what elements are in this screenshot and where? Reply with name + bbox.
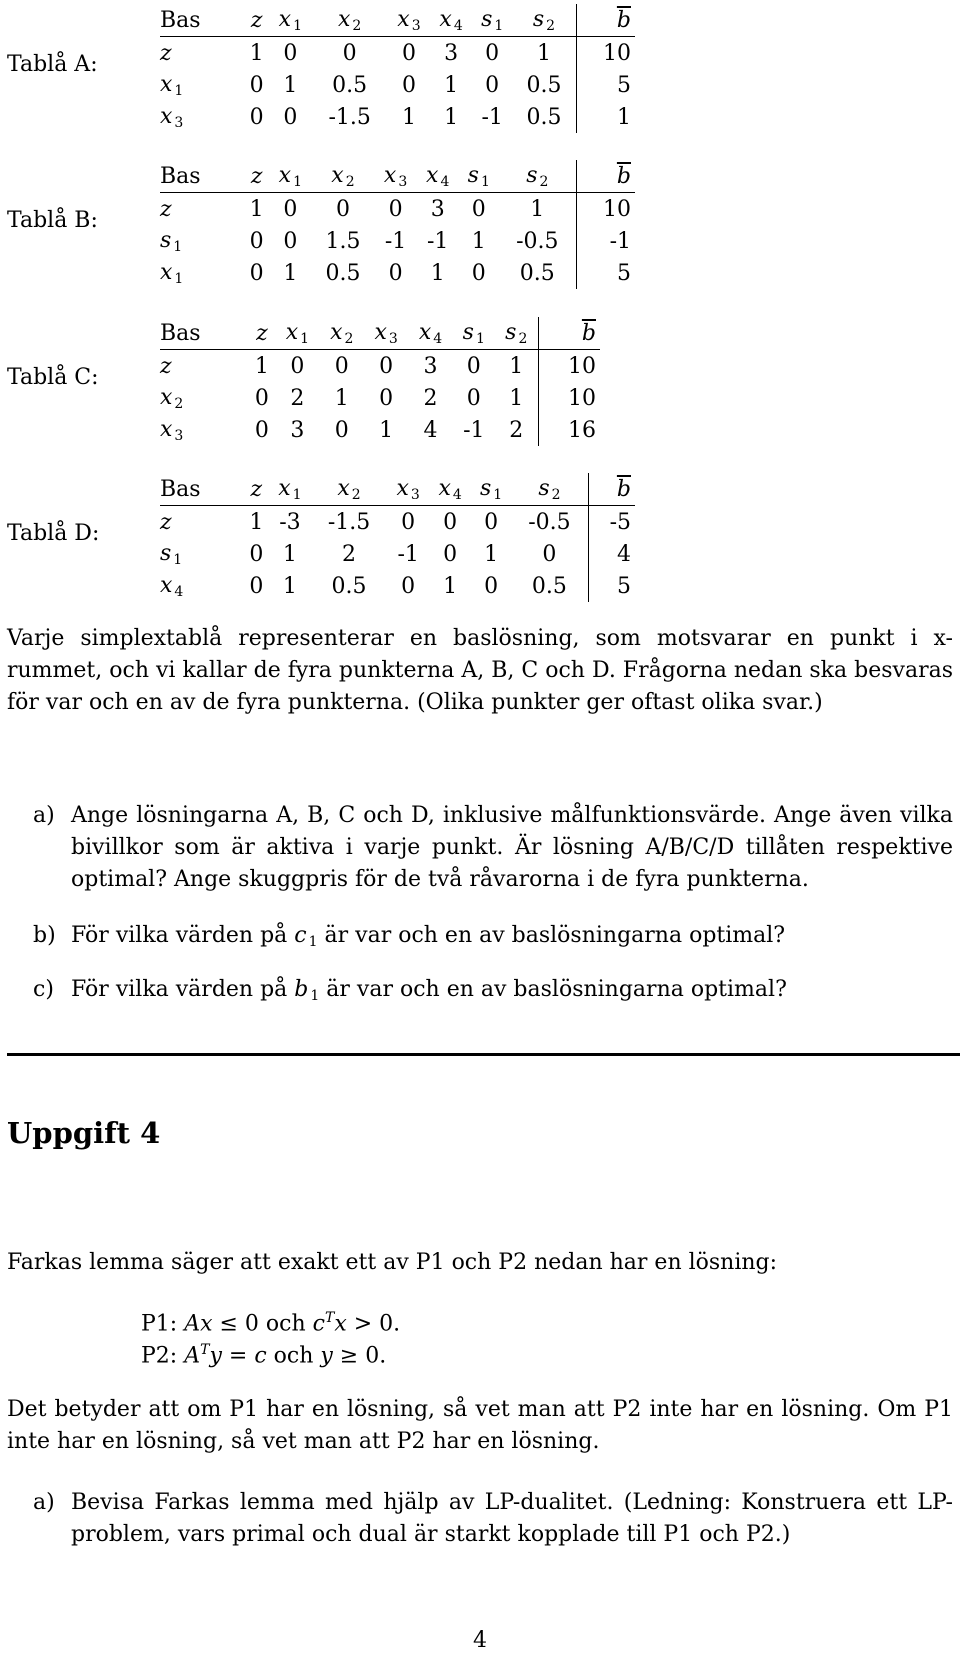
- value-cell: -1: [426, 228, 449, 254]
- header-cell: s $_2$: [499, 160, 576, 193]
- basis-cell: z: [160, 40, 172, 66]
- header-cell: $\overline{b}$: [576, 4, 635, 37]
- statement-p2: P2: $A^Ty = c$ och y ≥ 0.: [141, 1342, 387, 1369]
- value-cell: 1: [249, 40, 264, 66]
- value-cell: 1: [444, 72, 459, 98]
- basis-cell: s $_1$: [160, 540, 183, 568]
- value-cell: 0: [443, 509, 458, 535]
- header-cell: Bas: [160, 4, 244, 37]
- value-cell: 1: [249, 196, 264, 222]
- tableau-header-row: [160, 160, 635, 193]
- tableau-table: [160, 160, 635, 289]
- value-cell: 0: [334, 353, 349, 379]
- question-text: För vilka värden på c $_1$ är var och en av baslösningarna optimal?: [71, 923, 786, 950]
- value-cell: 0: [334, 417, 349, 443]
- header-cell: x $_3$: [388, 4, 430, 37]
- tableau-row: [160, 570, 635, 602]
- value-cell: -1.5: [327, 509, 371, 535]
- value-cell: 0: [542, 541, 557, 567]
- basis-cell: x $_3$: [160, 103, 184, 131]
- header-cell: z: [244, 473, 269, 506]
- header-cell: x $_1$: [269, 473, 311, 506]
- tableau-row: [160, 538, 635, 570]
- value-cell: 0: [401, 40, 416, 66]
- question-a: [33, 800, 953, 896]
- value-cell: 0: [379, 385, 394, 411]
- basis-cell: x $_1$: [160, 259, 184, 287]
- value-cell: 0: [471, 196, 486, 222]
- header-cell: x $_1$: [269, 4, 311, 37]
- tableau-row: [160, 37, 635, 70]
- header-cell: x $_3$: [375, 160, 417, 193]
- value-cell: 1.5: [325, 228, 361, 254]
- header-cell: s $_1$: [453, 317, 495, 350]
- basis-cell: x $_3$: [160, 416, 184, 444]
- value-cell: 0: [388, 260, 403, 286]
- value-cell: 1: [254, 353, 269, 379]
- header-cell: x $_4$: [430, 4, 472, 37]
- value-cell: -3: [279, 509, 301, 535]
- header-cell: Bas: [160, 317, 249, 350]
- value-cell: 1: [471, 228, 486, 254]
- value-cell: 3: [423, 353, 438, 379]
- value-cell: 3: [290, 417, 305, 443]
- value-cell: 0: [283, 228, 298, 254]
- value-cell: 1: [249, 509, 264, 535]
- value-cell: 0: [388, 196, 403, 222]
- question-b: [33, 920, 953, 958]
- value-cell: 0: [249, 260, 264, 286]
- rhs-cell: 5: [576, 69, 635, 101]
- value-cell: 1: [283, 260, 298, 286]
- value-cell: 0: [254, 385, 269, 411]
- tableau-name: Tablå B:: [7, 208, 98, 233]
- header-cell: x $_3$: [364, 317, 408, 350]
- header-cell: z: [244, 4, 269, 37]
- tableau-row: [160, 69, 635, 101]
- value-cell: 1: [530, 196, 545, 222]
- value-cell: 2: [509, 417, 524, 443]
- task-label: a): [33, 1490, 55, 1515]
- header-cell: x $_4$: [417, 160, 459, 193]
- value-cell: 0: [485, 72, 500, 98]
- tableau-table: [160, 317, 600, 446]
- value-cell: 0: [466, 385, 481, 411]
- value-cell: 0: [283, 104, 298, 130]
- value-cell: 0: [335, 196, 350, 222]
- rhs-cell: 10: [538, 350, 600, 383]
- value-cell: 2: [423, 385, 438, 411]
- tableau-table: [160, 473, 635, 602]
- rhs-cell: -5: [588, 506, 635, 539]
- value-cell: 0: [342, 40, 357, 66]
- basis-cell: z: [160, 353, 172, 379]
- header-cell: s $_2$: [511, 473, 588, 506]
- header-cell: x $_2$: [311, 473, 387, 506]
- value-cell: 1: [379, 417, 394, 443]
- value-cell: 3: [444, 40, 459, 66]
- question-label: a): [33, 803, 55, 828]
- question-c: [33, 974, 953, 1012]
- basis-cell: z: [160, 196, 172, 222]
- tableau-row: [160, 193, 635, 226]
- value-cell: 2: [290, 385, 305, 411]
- question-label: c): [33, 977, 54, 1002]
- rhs-cell: 10: [576, 37, 635, 70]
- header-cell: x $_4$: [429, 473, 471, 506]
- value-cell: 1: [283, 72, 298, 98]
- basis-cell: x $_1$: [160, 71, 184, 99]
- section-divider: [7, 1053, 960, 1056]
- value-cell: 0.5: [332, 72, 368, 98]
- rhs-cell: 1: [576, 101, 635, 133]
- tableau-row: [160, 225, 635, 257]
- header-cell: x $_4$: [408, 317, 452, 350]
- value-cell: -0.5: [528, 509, 571, 535]
- value-cell: 0: [485, 40, 500, 66]
- value-cell: 0: [484, 509, 499, 535]
- value-cell: 0: [283, 40, 298, 66]
- tableau-row: [160, 257, 635, 289]
- value-cell: 0.5: [519, 260, 555, 286]
- header-cell: s $_1$: [459, 160, 499, 193]
- value-cell: -1.5: [328, 104, 371, 130]
- tableau-row: [160, 101, 635, 133]
- tableau-name: Tablå C:: [7, 365, 99, 390]
- value-cell: 0.5: [331, 573, 367, 599]
- value-cell: 1: [443, 573, 458, 599]
- header-cell: $\overline{b}$: [576, 160, 635, 193]
- value-cell: 0: [401, 573, 416, 599]
- intro-paragraph: Varje simplextablå representerar en baslösning, som motsvarar en punkt i x-rummet, och vi kallar de fyra punkterna A, B, C och D. Frågorna nedan ska besvaras för var och en av de fyra punkterna. (Olika punkter ger oftast olika svar.): [7, 626, 953, 715]
- basis-cell: x $_2$: [160, 384, 184, 412]
- value-cell: 0: [401, 72, 416, 98]
- value-cell: 1: [484, 541, 499, 567]
- header-cell: x $_1$: [269, 160, 311, 193]
- rhs-cell: 5: [576, 257, 635, 289]
- task-text: Bevisa Farkas lemma med hjälp av LP-dualitet. (Ledning: Konstruera ett LP-problem, vars primal och dual är starkt kopplade till P1 och P2.): [71, 1490, 953, 1547]
- value-cell: 0.5: [325, 260, 361, 286]
- value-cell: 3: [430, 196, 445, 222]
- tableau-header-row: [160, 473, 635, 506]
- basis-cell: z: [160, 509, 172, 535]
- value-cell: 0: [249, 541, 264, 567]
- rhs-cell: 10: [538, 382, 600, 414]
- basis-cell: s $_1$: [160, 227, 183, 255]
- value-cell: 0: [471, 260, 486, 286]
- section-explanation: Det betyder att om P1 har en lösning, så vet man att P2 inte har en lösning. Om P1 inte har en lösning, så vet man att P2 har en lösning.: [7, 1397, 953, 1454]
- tableau-row: [160, 506, 635, 539]
- rhs-cell: 10: [576, 193, 635, 226]
- value-cell: 0.5: [526, 72, 562, 98]
- header-cell: $\overline{b}$: [588, 473, 635, 506]
- value-cell: 0: [249, 104, 264, 130]
- value-cell: 1: [334, 385, 349, 411]
- rhs-cell: -1: [576, 225, 635, 257]
- value-cell: 0.5: [526, 104, 562, 130]
- header-cell: x $_2$: [311, 160, 374, 193]
- value-cell: -1: [384, 228, 407, 254]
- value-cell: 0: [283, 196, 298, 222]
- value-cell: 0: [401, 509, 416, 535]
- value-cell: 0.5: [531, 573, 567, 599]
- tableau-header-row: [160, 317, 600, 350]
- value-cell: 1: [282, 573, 297, 599]
- question-text: Ange lösningarna A, B, C och D, inklusive målfunktionsvärde. Ange även vilka bivillkor som är aktiva i varje punkt. Är lösning A/B/C/D tillåten respektive optimal? Ange skuggpris för de två råvarorna i de fyra punkterna.: [71, 803, 953, 892]
- header-cell: Bas: [160, 473, 244, 506]
- value-cell: 0: [290, 353, 305, 379]
- header-cell: s $_1$: [471, 473, 511, 506]
- value-cell: 0: [379, 353, 394, 379]
- value-cell: 1: [444, 104, 459, 130]
- value-cell: -0.5: [516, 228, 559, 254]
- value-cell: 1: [430, 260, 445, 286]
- rhs-cell: 5: [588, 570, 635, 602]
- section-heading: Uppgift 4: [7, 1116, 161, 1150]
- tableau-name: Tablå D:: [7, 521, 100, 546]
- tableau-row: [160, 382, 600, 414]
- value-cell: 0: [484, 573, 499, 599]
- tableau-row: [160, 350, 600, 383]
- section-lead: Farkas lemma säger att exakt ett av P1 och P2 nedan har en lösning:: [7, 1250, 778, 1275]
- header-cell: s $_2$: [495, 317, 538, 350]
- value-cell: 0: [254, 417, 269, 443]
- value-cell: 0: [249, 573, 264, 599]
- question-text: För vilka värden på b $_1$ är var och en av baslösningarna optimal?: [71, 977, 787, 1004]
- value-cell: -1: [481, 104, 503, 130]
- header-cell: x $_2$: [311, 4, 388, 37]
- value-cell: 2: [342, 541, 357, 567]
- value-cell: 0: [249, 228, 264, 254]
- header-cell: z: [244, 160, 269, 193]
- header-cell: x $_1$: [275, 317, 319, 350]
- header-cell: Bas: [160, 160, 244, 193]
- value-cell: 0: [443, 541, 458, 567]
- header-cell: $\overline{b}$: [538, 317, 600, 350]
- value-cell: 1: [401, 104, 416, 130]
- value-cell: 0: [249, 72, 264, 98]
- tableau-row: [160, 414, 600, 446]
- header-cell: z: [249, 317, 276, 350]
- value-cell: 1: [509, 385, 524, 411]
- value-cell: 4: [423, 417, 438, 443]
- value-cell: 0: [466, 353, 481, 379]
- rhs-cell: 4: [588, 538, 635, 570]
- value-cell: 1: [282, 541, 297, 567]
- header-cell: x $_2$: [320, 317, 364, 350]
- question-label: b): [33, 923, 56, 948]
- header-cell: x $_3$: [387, 473, 429, 506]
- header-cell: s $_1$: [472, 4, 512, 37]
- tableau-header-row: [160, 4, 635, 37]
- header-cell: s $_2$: [512, 4, 576, 37]
- statement-p1: P1: Ax ≤ 0 och $c^Tx > 0$.: [141, 1310, 401, 1337]
- value-cell: -1: [463, 417, 485, 443]
- value-cell: -1: [397, 541, 419, 567]
- value-cell: 1: [509, 353, 524, 379]
- rhs-cell: 16: [538, 414, 600, 446]
- tableau-table: [160, 4, 635, 133]
- tableau-name: Tablå A:: [7, 52, 98, 77]
- value-cell: 1: [536, 40, 551, 66]
- task-a: [33, 1487, 953, 1551]
- page-number: 4: [473, 1628, 487, 1653]
- basis-cell: x $_4$: [160, 572, 184, 600]
